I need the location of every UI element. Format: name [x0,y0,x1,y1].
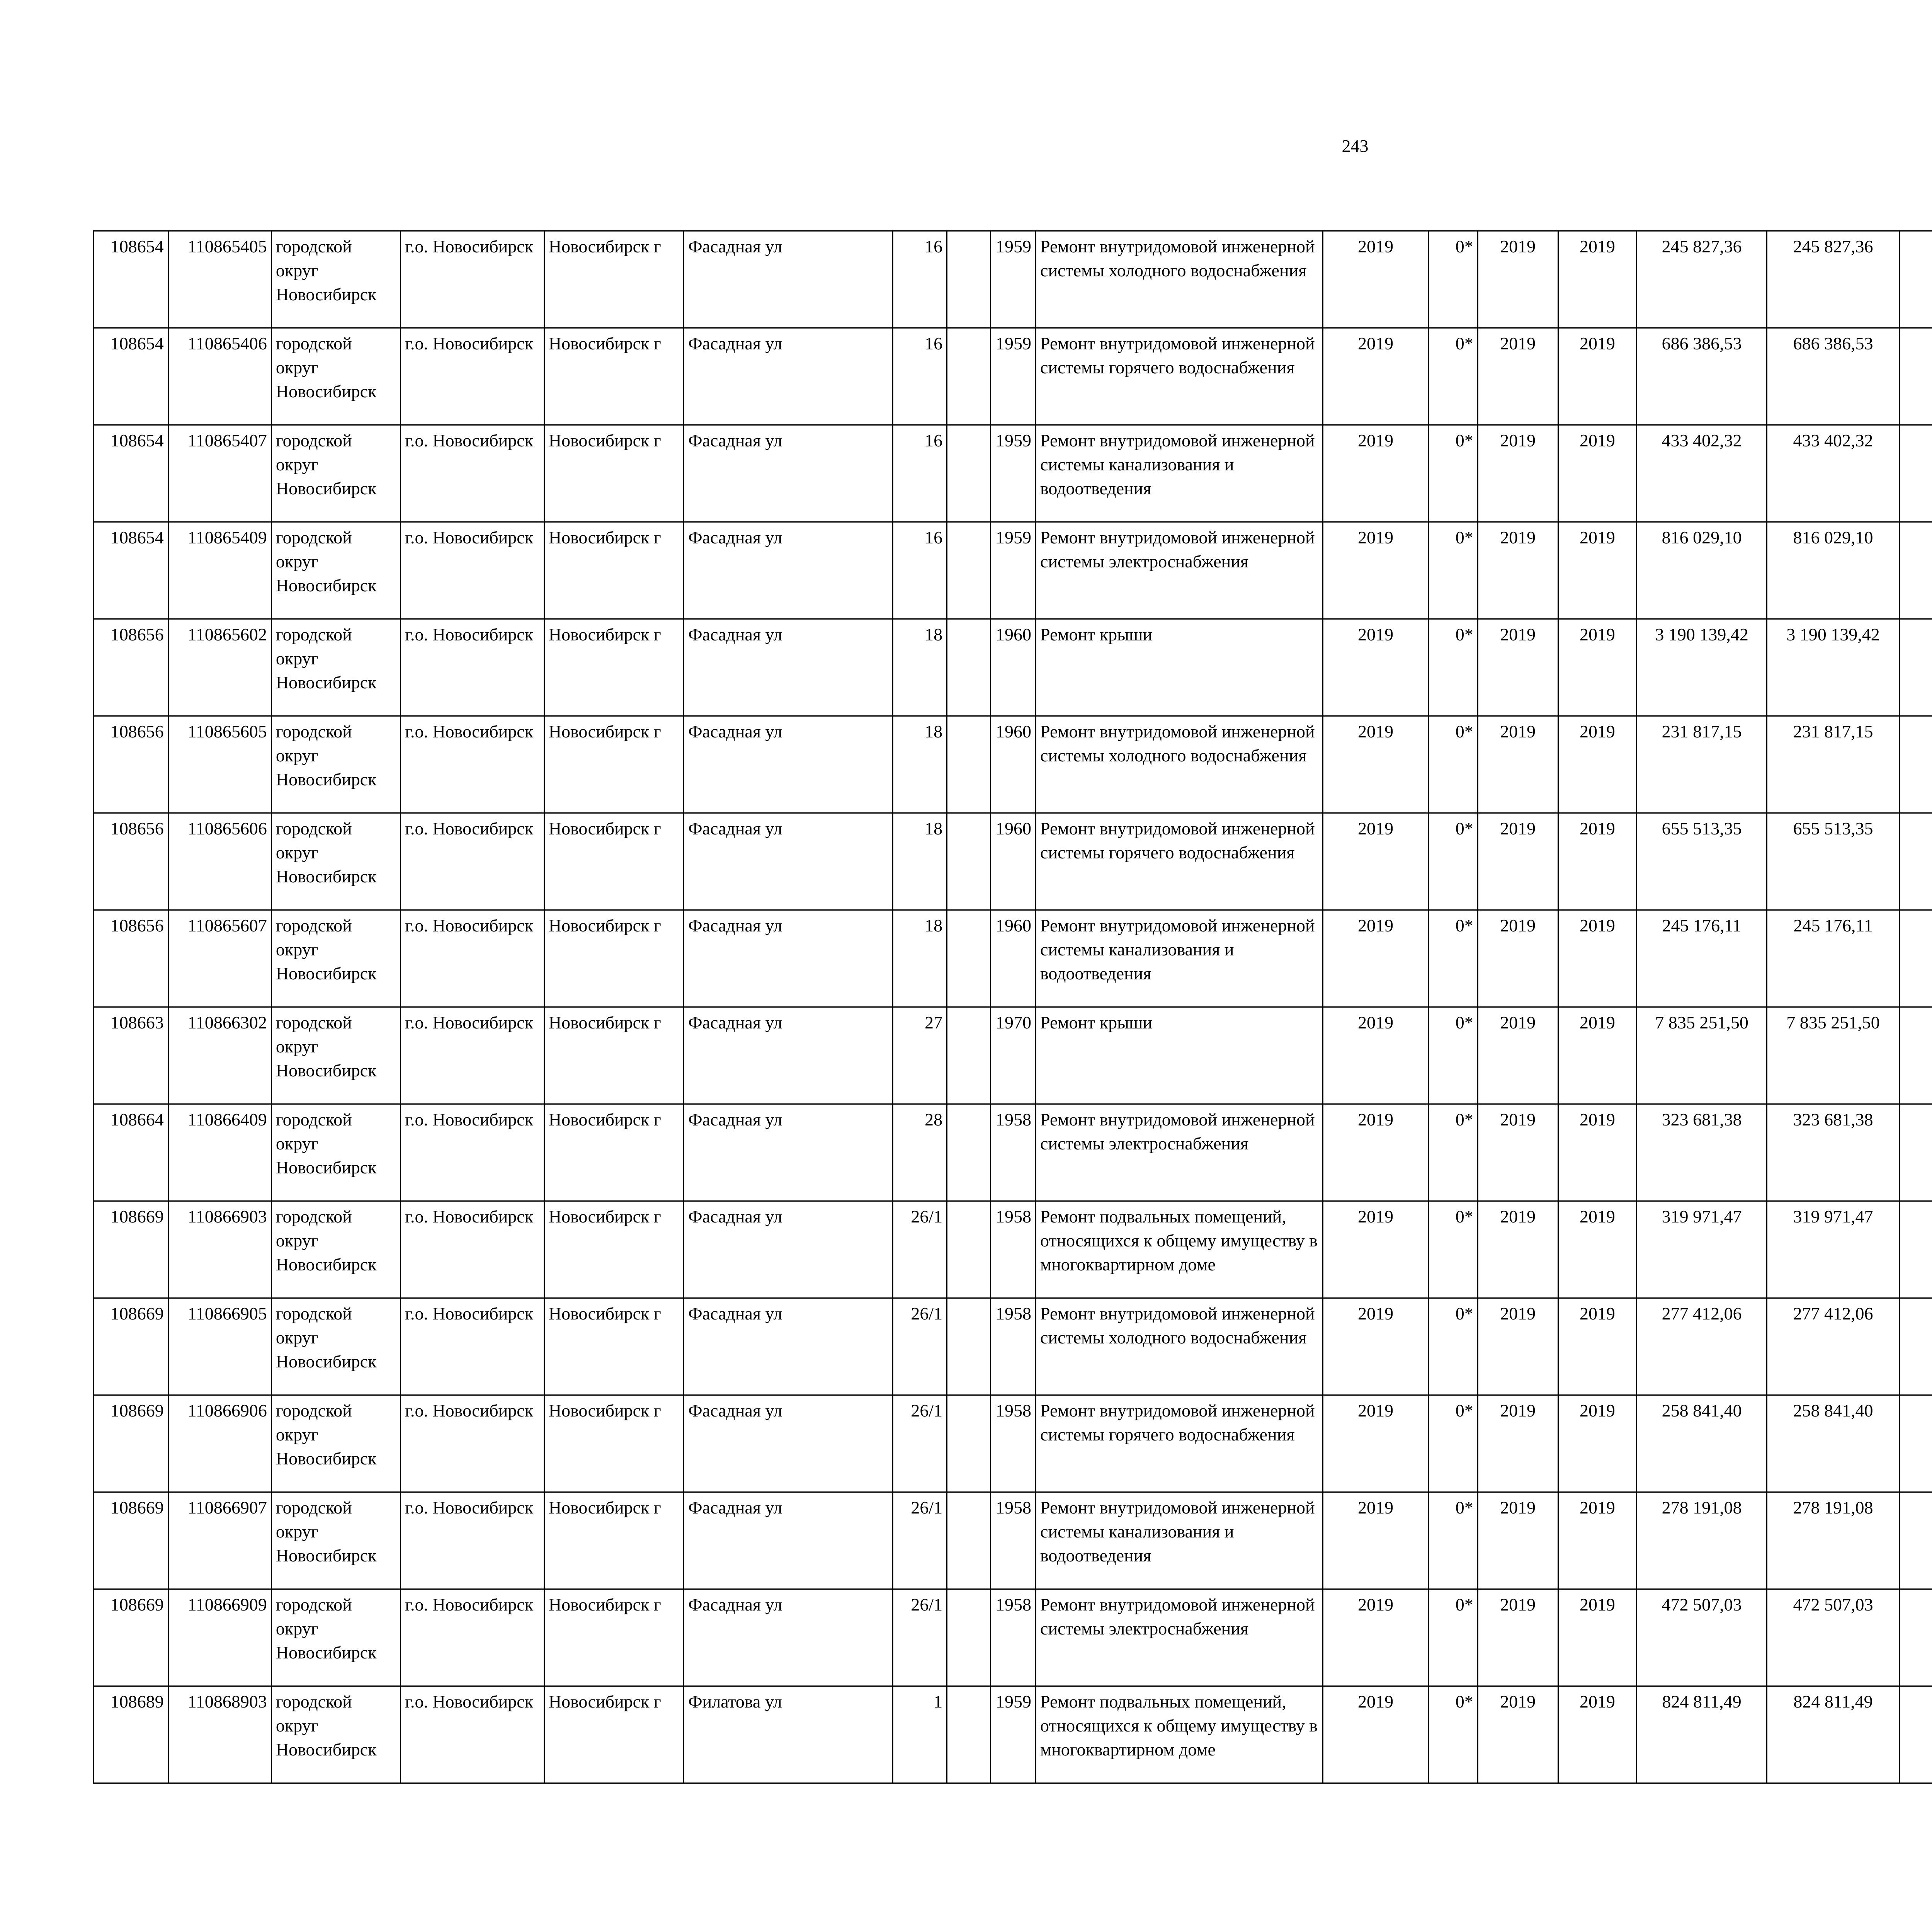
work-code-cell: 110866907 [168,1492,271,1589]
table-row [94,1395,1932,1492]
end-year-cell: 2019 [1558,425,1637,522]
end-year-cell: 2019 [1558,813,1637,910]
city-cell: Новосибирск г [544,522,684,619]
record-id-cell: 108663 [94,1007,168,1104]
start-year-cell: 2019 [1478,1104,1558,1201]
end-year-cell: 2019 [1558,1589,1637,1686]
record-id-cell: 108689 [94,1686,168,1783]
municipal-district-cell: городской округ Новосибирск [271,813,400,910]
table-row [94,716,1932,813]
building-cell [947,1492,990,1589]
fund-cost-cell: 824 811,49 [1767,1686,1899,1783]
end-year-cell: 2019 [1558,231,1637,328]
building-cell [947,1201,990,1298]
planned-year-cell: 2019 [1323,328,1429,425]
house-number-cell: 28 [893,1104,947,1201]
end-year-cell: 2019 [1558,1104,1637,1201]
start-year-cell: 2019 [1478,1007,1558,1104]
record-id-cell: 108669 [94,1201,168,1298]
year-built-cell: 1960 [990,619,1036,716]
empty-cell [1900,910,1932,1007]
street-cell: Фасадная ул [684,1395,893,1492]
street-cell: Фасадная ул [684,425,893,522]
house-number-cell: 16 [893,425,947,522]
work-code-cell: 110866905 [168,1298,271,1395]
end-year-cell: 2019 [1558,1007,1637,1104]
street-cell: Фасадная ул [684,231,893,328]
record-id-cell: 108654 [94,425,168,522]
city-cell: Новосибирск г [544,910,684,1007]
municipal-district-cell: городской округ Новосибирск [271,522,400,619]
work-type-cell: Ремонт крыши [1036,619,1323,716]
flag-cell: 0* [1429,716,1478,813]
flag-cell: 0* [1429,1492,1478,1589]
table-row [94,910,1932,1007]
total-cost-cell: 433 402,32 [1637,425,1767,522]
year-built-cell: 1959 [990,1686,1036,1783]
flag-cell: 0* [1429,1686,1478,1783]
building-cell [947,1686,990,1783]
empty-cell [1900,1201,1932,1298]
work-code-cell: 110868903 [168,1686,271,1783]
fund-cost-cell: 3 190 139,42 [1767,619,1899,716]
house-number-cell: 16 [893,328,947,425]
city-cell: Новосибирск г [544,716,684,813]
start-year-cell: 2019 [1478,716,1558,813]
start-year-cell: 2019 [1478,425,1558,522]
work-code-cell: 110865606 [168,813,271,910]
urban-okrug-cell: г.о. Новосибирск [401,716,544,813]
start-year-cell: 2019 [1478,328,1558,425]
urban-okrug-cell: г.о. Новосибирск [401,813,544,910]
street-cell: Фасадная ул [684,1007,893,1104]
start-year-cell: 2019 [1478,1395,1558,1492]
table-row [94,1686,1932,1783]
work-code-cell: 110866906 [168,1395,271,1492]
work-code-cell: 110865405 [168,231,271,328]
empty-cell [1900,1104,1932,1201]
house-number-cell: 18 [893,716,947,813]
end-year-cell: 2019 [1558,619,1637,716]
street-cell: Фасадная ул [684,813,893,910]
flag-cell: 0* [1429,1589,1478,1686]
total-cost-cell: 472 507,03 [1637,1589,1767,1686]
work-type-cell: Ремонт внутридомовой инженерной системы электроснабжения [1036,1589,1323,1686]
work-code-cell: 110865602 [168,619,271,716]
flag-cell: 0* [1429,328,1478,425]
urban-okrug-cell: г.о. Новосибирск [401,231,544,328]
flag-cell: 0* [1429,1201,1478,1298]
year-built-cell: 1958 [990,1201,1036,1298]
planned-year-cell: 2019 [1323,1686,1429,1783]
work-code-cell: 110866909 [168,1589,271,1686]
year-built-cell: 1959 [990,328,1036,425]
house-number-cell: 18 [893,910,947,1007]
urban-okrug-cell: г.о. Новосибирск [401,619,544,716]
municipal-district-cell: городской округ Новосибирск [271,910,400,1007]
record-id-cell: 108669 [94,1492,168,1589]
city-cell: Новосибирск г [544,1298,684,1395]
total-cost-cell: 816 029,10 [1637,522,1767,619]
work-code-cell: 110866903 [168,1201,271,1298]
year-built-cell: 1958 [990,1298,1036,1395]
total-cost-cell: 277 412,06 [1637,1298,1767,1395]
urban-okrug-cell: г.о. Новосибирск [401,1104,544,1201]
record-id-cell: 108656 [94,813,168,910]
city-cell: Новосибирск г [544,328,684,425]
city-cell: Новосибирск г [544,1589,684,1686]
building-cell [947,1395,990,1492]
planned-year-cell: 2019 [1323,910,1429,1007]
repair-registry-table [93,230,1932,1784]
empty-cell [1900,328,1932,425]
flag-cell: 0* [1429,910,1478,1007]
empty-cell [1900,1686,1932,1783]
year-built-cell: 1959 [990,231,1036,328]
year-built-cell: 1958 [990,1104,1036,1201]
municipal-district-cell: городской округ Новосибирск [271,328,400,425]
table-row [94,231,1932,328]
registry-body [94,231,1932,1783]
municipal-district-cell: городской округ Новосибирск [271,1686,400,1783]
table-row [94,619,1932,716]
city-cell: Новосибирск г [544,1395,684,1492]
work-code-cell: 110865605 [168,716,271,813]
urban-okrug-cell: г.о. Новосибирск [401,1686,544,1783]
building-cell [947,1589,990,1686]
empty-cell [1900,813,1932,910]
street-cell: Фасадная ул [684,910,893,1007]
building-cell [947,522,990,619]
table-row [94,1104,1932,1201]
end-year-cell: 2019 [1558,1492,1637,1589]
fund-cost-cell: 7 835 251,50 [1767,1007,1899,1104]
record-id-cell: 108656 [94,619,168,716]
work-type-cell: Ремонт внутридомовой инженерной системы электроснабжения [1036,1104,1323,1201]
record-id-cell: 108654 [94,231,168,328]
building-cell [947,231,990,328]
street-cell: Фасадная ул [684,1589,893,1686]
work-code-cell: 110865607 [168,910,271,1007]
end-year-cell: 2019 [1558,910,1637,1007]
municipal-district-cell: городской округ Новосибирск [271,1007,400,1104]
start-year-cell: 2019 [1478,1298,1558,1395]
total-cost-cell: 231 817,15 [1637,716,1767,813]
street-cell: Фасадная ул [684,619,893,716]
year-built-cell: 1959 [990,522,1036,619]
year-built-cell: 1958 [990,1395,1036,1492]
city-cell: Новосибирск г [544,813,684,910]
page-number: 243 [1342,136,1369,156]
work-type-cell: Ремонт внутридомовой инженерной системы горячего водоснабжения [1036,328,1323,425]
urban-okrug-cell: г.о. Новосибирск [401,1395,544,1492]
planned-year-cell: 2019 [1323,231,1429,328]
planned-year-cell: 2019 [1323,522,1429,619]
start-year-cell: 2019 [1478,1589,1558,1686]
fund-cost-cell: 323 681,38 [1767,1104,1899,1201]
work-code-cell: 110865407 [168,425,271,522]
total-cost-cell: 323 681,38 [1637,1104,1767,1201]
fund-cost-cell: 433 402,32 [1767,425,1899,522]
work-type-cell: Ремонт внутридомовой инженерной системы канализования и водоотведения [1036,910,1323,1007]
flag-cell: 0* [1429,1395,1478,1492]
work-type-cell: Ремонт внутридомовой инженерной системы канализования и водоотведения [1036,1492,1323,1589]
fund-cost-cell: 686 386,53 [1767,328,1899,425]
municipal-district-cell: городской округ Новосибирск [271,1298,400,1395]
urban-okrug-cell: г.о. Новосибирск [401,1492,544,1589]
fund-cost-cell: 245 176,11 [1767,910,1899,1007]
year-built-cell: 1958 [990,1492,1036,1589]
total-cost-cell: 258 841,40 [1637,1395,1767,1492]
planned-year-cell: 2019 [1323,1104,1429,1201]
start-year-cell: 2019 [1478,1492,1558,1589]
year-built-cell: 1960 [990,910,1036,1007]
house-number-cell: 18 [893,619,947,716]
work-type-cell: Ремонт внутридомовой инженерной системы холодного водоснабжения [1036,231,1323,328]
planned-year-cell: 2019 [1323,619,1429,716]
house-number-cell: 26/1 [893,1395,947,1492]
end-year-cell: 2019 [1558,1395,1637,1492]
house-number-cell: 16 [893,231,947,328]
total-cost-cell: 3 190 139,42 [1637,619,1767,716]
street-cell: Фасадная ул [684,1104,893,1201]
start-year-cell: 2019 [1478,910,1558,1007]
municipal-district-cell: городской округ Новосибирск [271,1395,400,1492]
empty-cell [1900,1589,1932,1686]
table-row [94,328,1932,425]
urban-okrug-cell: г.о. Новосибирск [401,1298,544,1395]
table-row [94,425,1932,522]
end-year-cell: 2019 [1558,328,1637,425]
urban-okrug-cell: г.о. Новосибирск [401,1589,544,1686]
record-id-cell: 108664 [94,1104,168,1201]
planned-year-cell: 2019 [1323,1298,1429,1395]
total-cost-cell: 686 386,53 [1637,328,1767,425]
total-cost-cell: 7 835 251,50 [1637,1007,1767,1104]
fund-cost-cell: 319 971,47 [1767,1201,1899,1298]
record-id-cell: 108669 [94,1589,168,1686]
empty-cell [1900,619,1932,716]
total-cost-cell: 245 176,11 [1637,910,1767,1007]
house-number-cell: 27 [893,1007,947,1104]
work-type-cell: Ремонт крыши [1036,1007,1323,1104]
street-cell: Фасадная ул [684,328,893,425]
work-type-cell: Ремонт внутридомовой инженерной системы электроснабжения [1036,522,1323,619]
start-year-cell: 2019 [1478,1686,1558,1783]
street-cell: Фасадная ул [684,1201,893,1298]
municipal-district-cell: городской округ Новосибирск [271,1201,400,1298]
city-cell: Новосибирск г [544,425,684,522]
empty-cell [1900,1492,1932,1589]
building-cell [947,1007,990,1104]
empty-cell [1900,425,1932,522]
fund-cost-cell: 231 817,15 [1767,716,1899,813]
house-number-cell: 16 [893,522,947,619]
flag-cell: 0* [1429,1104,1478,1201]
city-cell: Новосибирск г [544,1686,684,1783]
street-cell: Фасадная ул [684,522,893,619]
fund-cost-cell: 245 827,36 [1767,231,1899,328]
work-type-cell: Ремонт внутридомовой инженерной системы горячего водоснабжения [1036,1395,1323,1492]
building-cell [947,1298,990,1395]
total-cost-cell: 319 971,47 [1637,1201,1767,1298]
work-code-cell: 110865406 [168,328,271,425]
fund-cost-cell: 655 513,35 [1767,813,1899,910]
year-built-cell: 1959 [990,425,1036,522]
total-cost-cell: 655 513,35 [1637,813,1767,910]
house-number-cell: 18 [893,813,947,910]
municipal-district-cell: городской округ Новосибирск [271,231,400,328]
flag-cell: 0* [1429,1298,1478,1395]
city-cell: Новосибирск г [544,1104,684,1201]
planned-year-cell: 2019 [1323,425,1429,522]
fund-cost-cell: 816 029,10 [1767,522,1899,619]
total-cost-cell: 245 827,36 [1637,231,1767,328]
building-cell [947,425,990,522]
planned-year-cell: 2019 [1323,1492,1429,1589]
record-id-cell: 108654 [94,328,168,425]
urban-okrug-cell: г.о. Новосибирск [401,328,544,425]
house-number-cell: 26/1 [893,1201,947,1298]
urban-okrug-cell: г.о. Новосибирск [401,910,544,1007]
work-type-cell: Ремонт внутридомовой инженерной системы холодного водоснабжения [1036,716,1323,813]
planned-year-cell: 2019 [1323,813,1429,910]
house-number-cell: 1 [893,1686,947,1783]
year-built-cell: 1960 [990,813,1036,910]
planned-year-cell: 2019 [1323,1007,1429,1104]
flag-cell: 0* [1429,231,1478,328]
empty-cell [1900,1395,1932,1492]
building-cell [947,910,990,1007]
urban-okrug-cell: г.о. Новосибирск [401,522,544,619]
street-cell: Фасадная ул [684,716,893,813]
city-cell: Новосибирск г [544,1201,684,1298]
total-cost-cell: 278 191,08 [1637,1492,1767,1589]
city-cell: Новосибирск г [544,619,684,716]
end-year-cell: 2019 [1558,716,1637,813]
urban-okrug-cell: г.о. Новосибирск [401,1007,544,1104]
flag-cell: 0* [1429,522,1478,619]
work-code-cell: 110866302 [168,1007,271,1104]
urban-okrug-cell: г.о. Новосибирск [401,1201,544,1298]
end-year-cell: 2019 [1558,1686,1637,1783]
municipal-district-cell: городской округ Новосибирск [271,425,400,522]
table-row [94,813,1932,910]
building-cell [947,1104,990,1201]
municipal-district-cell: городской округ Новосибирск [271,1492,400,1589]
record-id-cell: 108669 [94,1298,168,1395]
start-year-cell: 2019 [1478,522,1558,619]
empty-cell [1900,1007,1932,1104]
table-row [94,522,1932,619]
start-year-cell: 2019 [1478,1201,1558,1298]
work-type-cell: Ремонт подвальных помещений, относящихся к общему имуществу в многоквартирном доме [1036,1686,1323,1783]
year-built-cell: 1958 [990,1589,1036,1686]
end-year-cell: 2019 [1558,522,1637,619]
city-cell: Новосибирск г [544,231,684,328]
start-year-cell: 2019 [1478,813,1558,910]
table-row [94,1492,1932,1589]
empty-cell [1900,1298,1932,1395]
fund-cost-cell: 472 507,03 [1767,1589,1899,1686]
work-type-cell: Ремонт подвальных помещений, относящихся к общему имуществу в многоквартирном доме [1036,1201,1323,1298]
table-row [94,1201,1932,1298]
house-number-cell: 26/1 [893,1298,947,1395]
flag-cell: 0* [1429,425,1478,522]
year-built-cell: 1960 [990,716,1036,813]
city-cell: Новосибирск г [544,1007,684,1104]
flag-cell: 0* [1429,619,1478,716]
work-type-cell: Ремонт внутридомовой инженерной системы горячего водоснабжения [1036,813,1323,910]
municipal-district-cell: городской округ Новосибирск [271,716,400,813]
work-code-cell: 110866409 [168,1104,271,1201]
empty-cell [1900,716,1932,813]
fund-cost-cell: 278 191,08 [1767,1492,1899,1589]
fund-cost-cell: 258 841,40 [1767,1395,1899,1492]
fund-cost-cell: 277 412,06 [1767,1298,1899,1395]
work-type-cell: Ремонт внутридомовой инженерной системы канализования и водоотведения [1036,425,1323,522]
building-cell [947,813,990,910]
empty-cell [1900,231,1932,328]
street-cell: Фасадная ул [684,1298,893,1395]
building-cell [947,619,990,716]
record-id-cell: 108656 [94,910,168,1007]
year-built-cell: 1970 [990,1007,1036,1104]
record-id-cell: 108669 [94,1395,168,1492]
table-row [94,1589,1932,1686]
municipal-district-cell: городской округ Новосибирск [271,1104,400,1201]
table-row [94,1007,1932,1104]
empty-cell [1900,522,1932,619]
record-id-cell: 108654 [94,522,168,619]
table-row [94,1298,1932,1395]
end-year-cell: 2019 [1558,1298,1637,1395]
planned-year-cell: 2019 [1323,716,1429,813]
planned-year-cell: 2019 [1323,1395,1429,1492]
street-cell: Филатова ул [684,1686,893,1783]
work-code-cell: 110865409 [168,522,271,619]
flag-cell: 0* [1429,1007,1478,1104]
building-cell [947,328,990,425]
city-cell: Новосибирск г [544,1492,684,1589]
planned-year-cell: 2019 [1323,1589,1429,1686]
street-cell: Фасадная ул [684,1492,893,1589]
start-year-cell: 2019 [1478,231,1558,328]
municipal-district-cell: городской округ Новосибирск [271,619,400,716]
building-cell [947,716,990,813]
total-cost-cell: 824 811,49 [1637,1686,1767,1783]
house-number-cell: 26/1 [893,1589,947,1686]
record-id-cell: 108656 [94,716,168,813]
municipal-district-cell: городской округ Новосибирск [271,1589,400,1686]
urban-okrug-cell: г.о. Новосибирск [401,425,544,522]
planned-year-cell: 2019 [1323,1201,1429,1298]
work-type-cell: Ремонт внутридомовой инженерной системы холодного водоснабжения [1036,1298,1323,1395]
start-year-cell: 2019 [1478,619,1558,716]
end-year-cell: 2019 [1558,1201,1637,1298]
house-number-cell: 26/1 [893,1492,947,1589]
flag-cell: 0* [1429,813,1478,910]
